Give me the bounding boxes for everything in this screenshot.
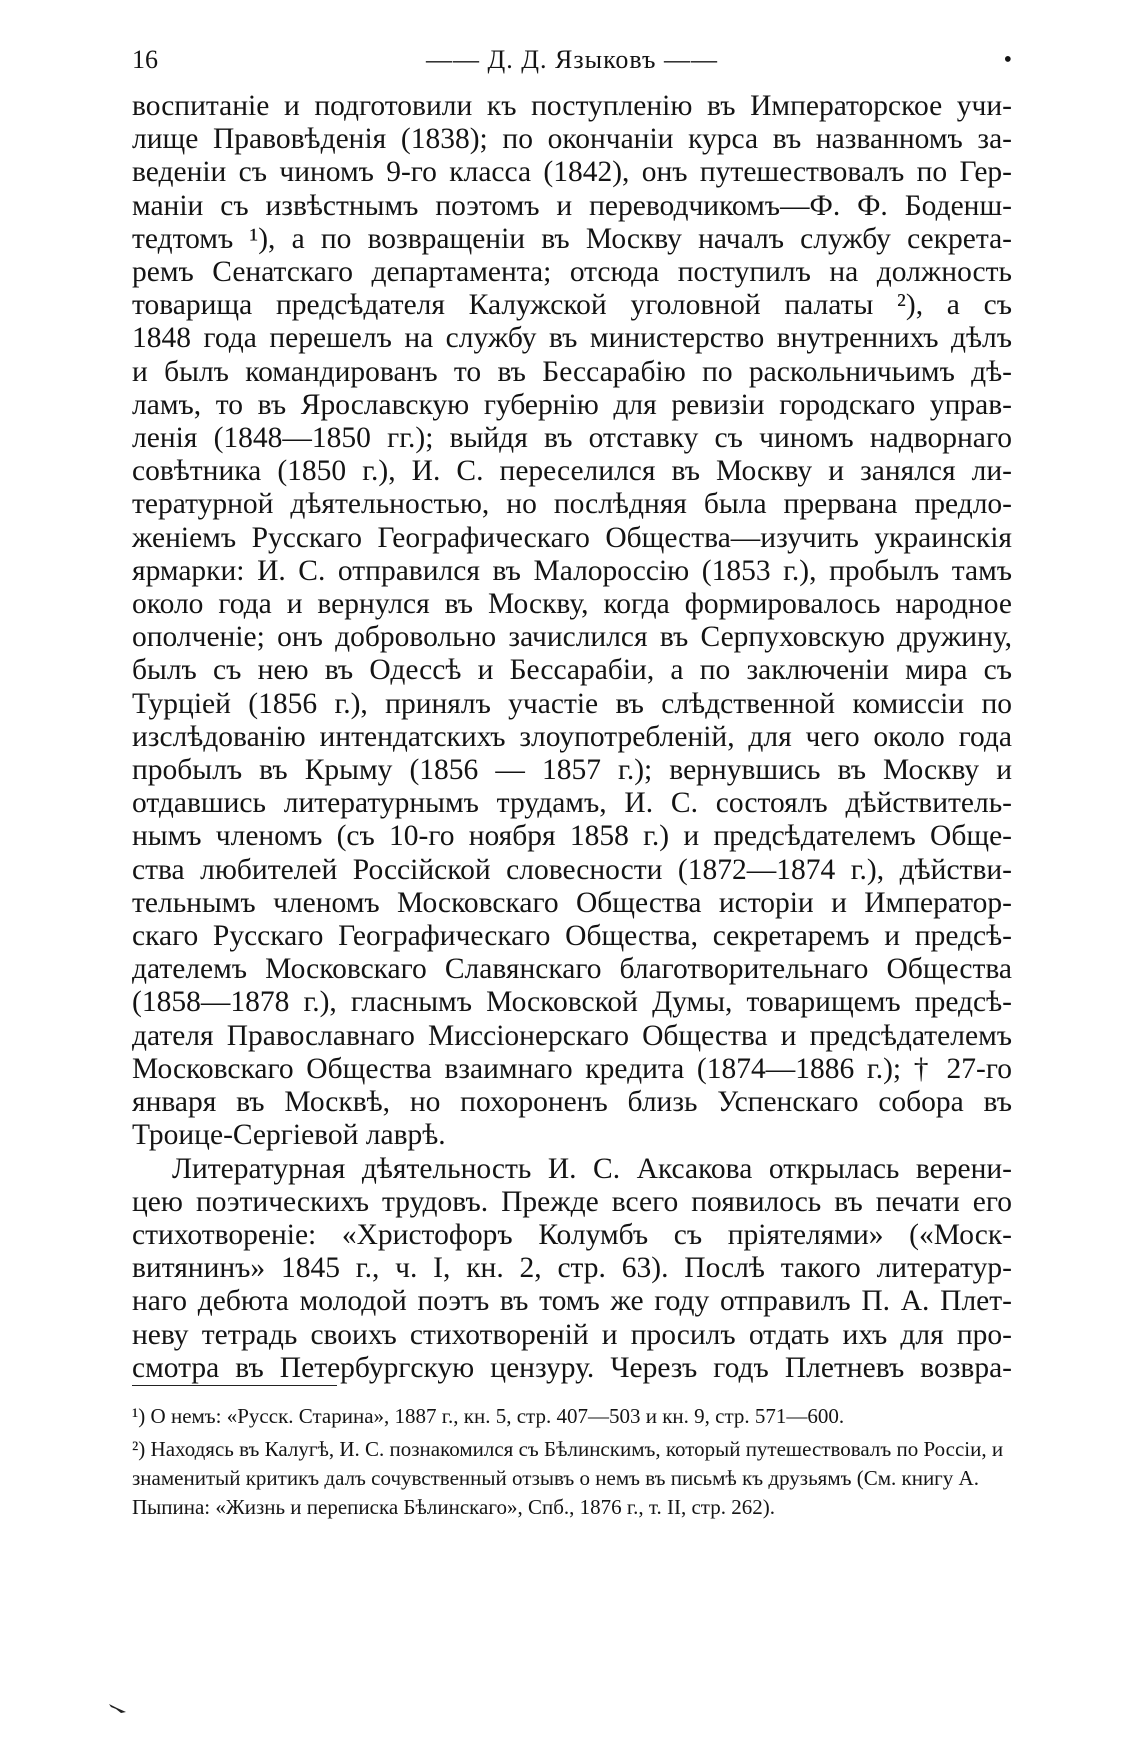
text-line: дателя Православнаго Миссіонерскаго Общества и предсѣдателемъ (132, 1019, 1012, 1052)
text-line: женіемъ Русскаго Географическаго Общества—изучить украинскія (132, 521, 1012, 554)
text-line: Троице-Сергіевой лаврѣ. (132, 1119, 446, 1152)
text-line: наго дебюта молодой поэтъ въ томъ же году отправилъ П. А. Плет- (132, 1285, 1012, 1318)
text-line: совѣтника (1850 г.), И. С. переселился въ Москву и занялся ли- (132, 455, 1012, 488)
text-line: дателемъ Московскаго Славянскаго благотворительнаго Общества (132, 953, 1012, 986)
text-line: скаго Русскаго Географическаго Общества, секретаремъ и предсѣ- (132, 920, 1012, 953)
text-line: Московскаго Общества взаимнаго кредита (1874—1886 г.); † 27-го (132, 1052, 1012, 1085)
text-line: маніи съ извѣстнымъ поэтомъ и переводчикомъ—Ф. Ф. Боденш- (132, 189, 1012, 222)
text-line: веденіи съ чиномъ 9-го класса (1842), онъ путешествовалъ по Гер- (132, 156, 1012, 189)
text-line: изслѣдованію интендатскихъ злоупотребленій, для чего около года (132, 720, 1012, 753)
text-line: витянинъ» 1845 г., ч. I, кн. 2, стр. 63). Послѣ такого литератур- (132, 1252, 1012, 1285)
text-line: тедтомъ ¹), а по возвращеніи въ Москву началъ службу секрета- (132, 222, 1012, 255)
text-line: былъ съ нею въ Одессѣ и Бессарабіи, а по заключеніи мира съ (132, 654, 1012, 687)
page-number: 16 (132, 45, 158, 74)
text-line: ярмарки: И. С. отправился въ Малороссію (1853 г.), пробылъ тамъ (132, 554, 1012, 587)
text-line: неву тетрадь своихъ стихотвореній и просилъ отдать ихъ для про- (132, 1318, 1012, 1351)
text-line: нымъ членомъ (съ 10-го ноября 1858 г.) и предсѣдателемъ Обще- (132, 820, 1012, 853)
text-line: ремъ Сенатскаго департамента; отсюда поступилъ на должность (132, 256, 1012, 289)
text-line: товарища предсѣдателя Калужской уголовной палаты ²), а съ (132, 289, 1012, 322)
footnotes (132, 1402, 1012, 1526)
text-line: воспитаніе и подготовили къ поступленію въ Императорское учи- (132, 90, 1012, 122)
text-line: Литературная дѣятельность И. С. Аксакова открылась верени- (172, 1152, 1012, 1185)
text-line: и былъ командированъ то въ Бессарабію по раскольничьимъ дѣ- (132, 355, 1012, 388)
header-dot: • (1003, 47, 1012, 73)
text-line: тельнымъ членомъ Московскаго Общества исторіи и Император- (132, 886, 1012, 919)
text-line: стихотвореніе: «Христофоръ Колумбъ съ пріятелями» («Моск- (132, 1218, 1012, 1251)
text-line: пробылъ въ Крыму (1856 — 1857 г.); вернувшись въ Москву и (132, 754, 1012, 787)
running-title: —— Д. Д. Языковъ —— (426, 45, 718, 74)
text-line: ленія (1848—1850 гг.); выйдя въ отставку съ чиномъ надворнаго (132, 422, 1012, 455)
text-line: отдавшись литературнымъ трудамъ, И. С. состоялъ дѣйствитель- (132, 787, 1012, 820)
text-line: 1848 года перешелъ на службу въ министерство внутреннихъ дѣлъ (132, 322, 1012, 355)
footnote-1: ¹) О немъ: «Русск. Старина», 1887 г., кн. 5, стр. 407—503 и кн. 9, стр. 571—600. (132, 1404, 845, 1428)
text-line: цею поэтическихъ трудовъ. Прежде всего появилось въ печати его (132, 1185, 1012, 1218)
main-text (132, 90, 1012, 1385)
footnote-rule (132, 1385, 337, 1386)
text-line: около года и вернулся въ Москву, когда формировалось народное (132, 588, 1012, 621)
paragraph-biography (132, 90, 1012, 1153)
paragraph-literary-activity (132, 1153, 1012, 1385)
text-line: (1858—1878 г.), гласнымъ Московской Думы, товарищемъ предсѣ- (132, 986, 1012, 1019)
text-line: Турціей (1856 г.), принялъ участіе въ слѣдственной комиссіи по (132, 687, 1012, 720)
ink-mark-icon (108, 1702, 128, 1714)
text-line: января въ Москвѣ, но похороненъ близь Успенскаго собора въ (132, 1086, 1012, 1119)
text-line: ополченіе; онъ добровольно зачислился въ Серпуховскую дружину, (132, 621, 1012, 654)
footnote-2: ²) Находясь въ Калугѣ, И. С. познакомился съ Бѣлинскимъ, который путешествовалъ по Россіи, и знаменитый критикъ далъ сочувственный отзывъ о немъ въ письмѣ къ друзьямъ (См. книгу А. Пыпина: «Жизнь и переписка Бѣлинскаго», Спб., 1876 г., т. II, стр. 262). (132, 1437, 1004, 1519)
text-line: лище Правовѣденія (1838); по окончаніи курса въ названномъ за- (132, 123, 1012, 156)
running-head (132, 40, 1012, 80)
text-line: ламъ, то въ Ярославскую губернію для ревизіи городскаго управ- (132, 388, 1012, 421)
text-line: ства любителей Россійской словесности (1872—1874 г.), дѣйстви- (132, 853, 1012, 886)
text-line: смотра въ Петербургскую цензуру. Черезъ годъ Плетневъ возвра- (132, 1351, 1012, 1384)
text-line: тературной дѣятельностью, но послѣдняя была прервана предло- (132, 488, 1012, 521)
